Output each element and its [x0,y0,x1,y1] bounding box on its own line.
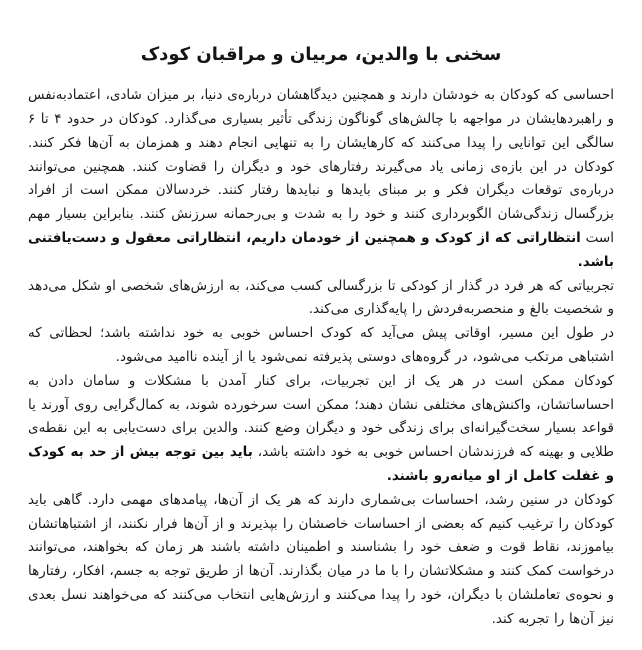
body-text: در طول این مسیر، اوقاتی پیش می‌آید که کودک احساس خوبی به خود نداشته باشد؛ لحظاتی که اشتباهی مرتکب می‌شود، در گروه‌های دوستی پذیرفته نمی‌شود یا از آینده ناامید می‌شود. [28,325,614,365]
paragraph-3 [28,322,614,370]
document-body [28,84,614,631]
paragraph-4 [28,370,614,489]
body-text: تجربیاتی که هر فرد در گذار از کودکی تا بزرگسالی کسب می‌کند، به ارزش‌های شخصی او شکل می‌دهد و شخصیت بالغ و منحصربه‌فردش را پایه‌گذاری می‌کند. [28,277,614,318]
body-text: کودکان در سنین رشد، احساسات بی‌شماری دارند که هر یک از آن‌ها، پیامدهای مهمی دارد. گاهی باید کودکان را ترغیب کنیم که بعضی از احساسات خاصشان را بپذیرند و از آن‌ها فرار نکنند، از اشتباهاتشان بیاموزند، نقاط قوت و ضعف خود را بشناسند و اطمینان داشته باشند هر زمان که بخواهند، می‌توانند درخواست کمک کنند و مشکلاتشان را با ما در میان بگذارند. آن‌ها از طریق توجه به جسم، افکار، رفتارها و نحوه‌ی تعاملشان با دیگران، خود را پیدا می‌کنند و ارزش‌هایی انتخاب می‌کنند که می‌خواهند نسل بعدی نیز آن‌ها را تجربه کند. [28,491,614,627]
paragraph-5 [28,489,614,632]
paragraph-2 [28,275,614,323]
body-text: کودکان ممکن است در هر یک از این تجربیات، برای کنار آمدن با مشکلات و سامان دادن به احساساتشان، واکنش‌های مختلفی نشان دهند؛ ممکن است سرخورده شوند، به کمال‌گرایی روی آورند یا قواعد بسیار سخت‌گیرانه‌ای برای زندگی خود و دیگران وضع کنند. والدین برای دست‌یابی به این نقطه‌ی طلایی و بهینه که فرزندشان احساس خوبی به خود داشته باشد، [28,372,614,461]
emphasized-text: باید بین توجه بیش از حد به کودک و غفلت کامل از او میانه‌رو باشند. [28,444,614,484]
emphasized-text: انتظاراتی که از کودک و همچنین از خودمان داریم، انتظاراتی معقول و دست‌یافتنی باشد. [28,229,614,270]
page-title: سخنی با والدین، مربیان و مراقبان کودک [140,44,502,65]
paragraph-1 [28,84,614,274]
body-text: احساسی که کودکان به خودشان دارند و همچنین دیدگاهشان درباره‌ی دنیا، بر میزان شادی، اعتمادبه‌نفس و راهبردهایشان در مواجهه با چالش‌های گوناگون زندگی تأثیر بسیاری می‌گذارد. کودکان در حدود ۴ تا ۶ سالگی این توانایی را پیدا می‌کنند که کارهایشان را به تنهایی انجام دهند و همزمان به آن‌ها فکر کنند. کودکان در این بازه‌ی زمانی یاد می‌گیرند رفتارهای خود و دیگران را قضاوت کنند. همچنین می‌توانند درباره‌ی توقعات دیگران فکر و بر مبنای بایدها و نبایدها رفتار کنند. خردسالان ممکن است از افراد بزرگسال زندگی‌شان الگوبرداری کنند و خود را به شدت و بی‌رحمانه سرزنش کنند. بنابراین بسیار مهم است [28,87,615,246]
